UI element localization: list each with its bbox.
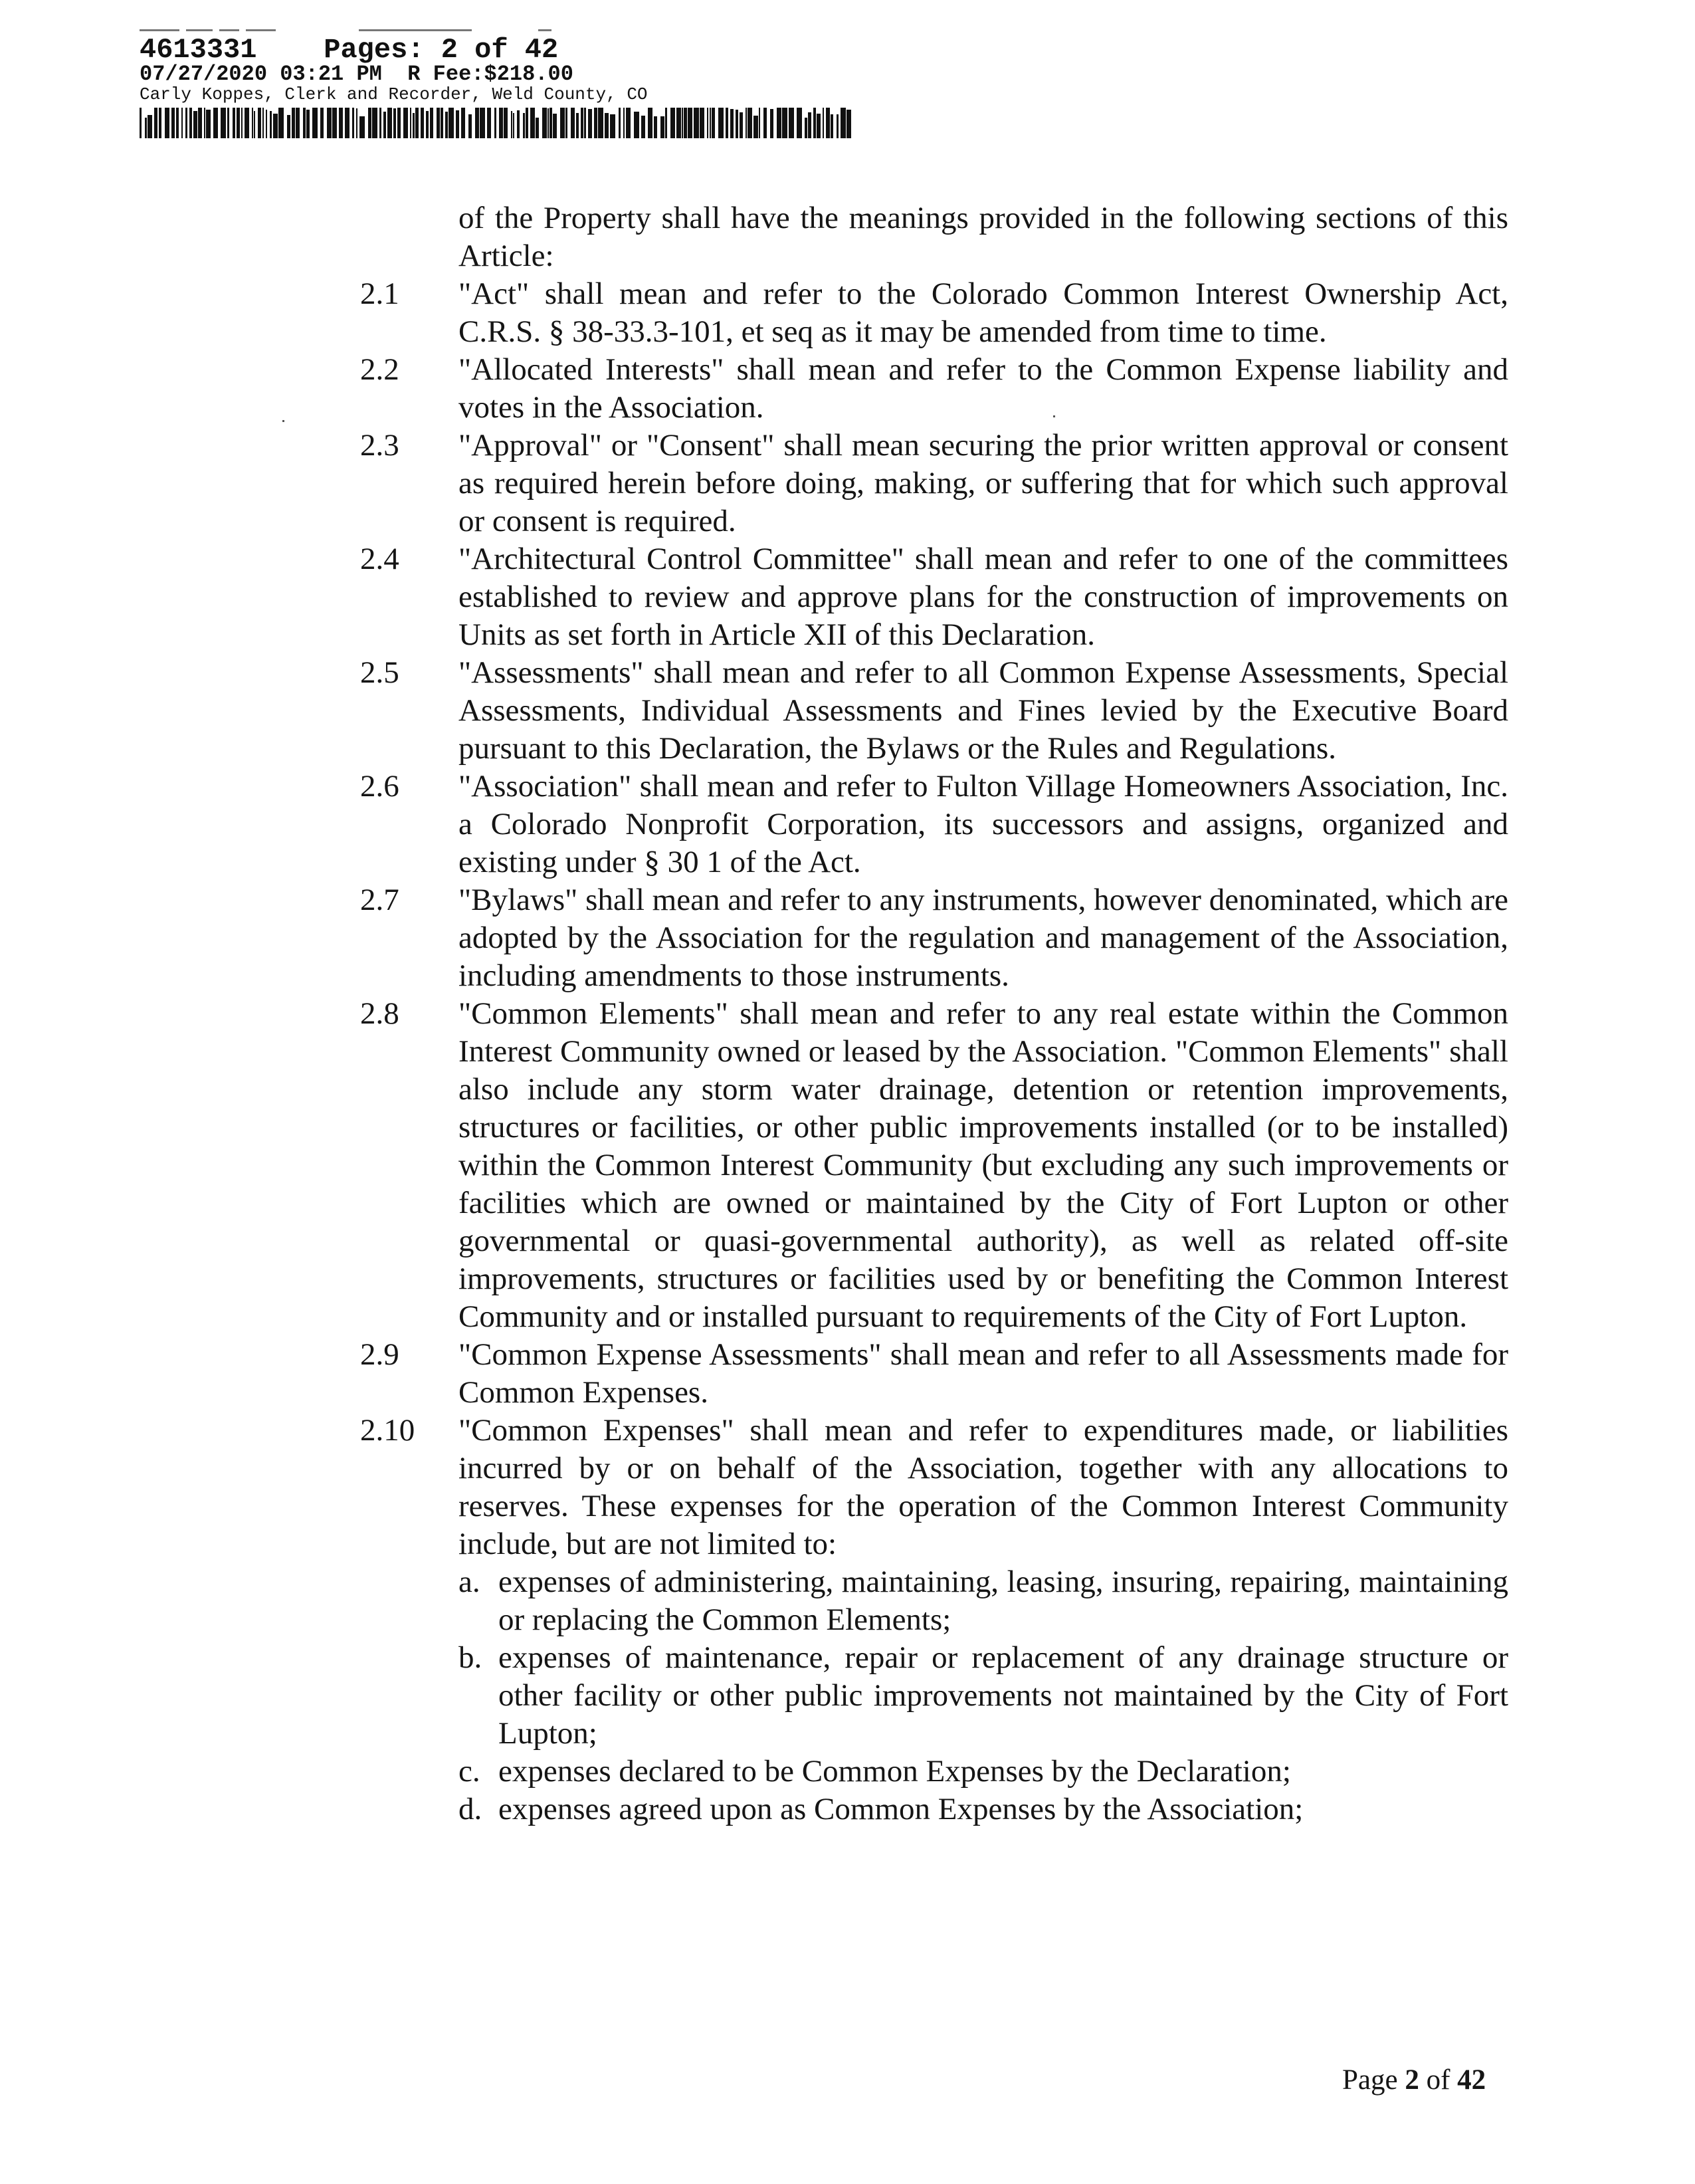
definition-number: 2.4 xyxy=(360,542,399,576)
barcode-bar xyxy=(270,111,272,138)
barcode-bar xyxy=(847,110,851,138)
definition-number: 2.2 xyxy=(360,352,399,387)
barcode-bar xyxy=(682,108,683,138)
barcode-bar xyxy=(352,108,354,138)
recording-stamp xyxy=(140,27,937,138)
barcode-bar xyxy=(494,108,496,138)
barcode-bar xyxy=(789,108,794,138)
barcode-bar xyxy=(241,108,243,138)
definition-text: "Common Elements" shall mean and refer to any real estate within the Common Interest Community owned or leased by the Association. "Common Elements" shall also include any storm water drainage, detention or retention improvements, structures or facilities, or other public improvements installed (or to be installed) within the Common Interest Community (but excluding any such improvements or facilities which are owned or maintained by the City of Fort Lupton or other governmental or quasi-governmental authority), as well as related off-site improvements, structures or facilities used by or benefiting the Common Interest Community and or installed pursuant to requirements of the City of Fort Lupton. xyxy=(458,996,1508,1334)
barcode-bar xyxy=(449,108,454,138)
barcode-bar xyxy=(480,108,485,138)
barcode-bar xyxy=(660,116,664,138)
barcode-bar xyxy=(221,108,226,138)
definition-text: "Architectural Control Committee" shall mean and refer to one of the committees established to review and approve plans for the construction of improvements on Units as set forth in Article XII of this Declaration. xyxy=(458,542,1508,652)
barcode-bar xyxy=(356,108,357,138)
definition-number: 2.6 xyxy=(360,769,399,804)
definition-item xyxy=(0,427,1508,540)
barcode-bar xyxy=(468,114,472,138)
definition-item xyxy=(0,540,1508,654)
definition-text: "Common Expenses" shall mean and refer to expenditures made, or liabilities incurred by or on behalf of the Association, together with any allocations to reserves. These expenses for the operation of the Common Interest Community include, but are not limited to: xyxy=(458,1413,1508,1561)
barcode-bar xyxy=(198,108,202,138)
barcode-bar xyxy=(415,108,419,138)
barcode-bar xyxy=(410,108,411,138)
subitem xyxy=(0,1639,1508,1753)
barcode-bar xyxy=(736,110,738,138)
barcode-bar xyxy=(287,115,290,138)
barcode-bar xyxy=(499,108,503,138)
barcode-bar xyxy=(312,108,318,138)
barcode-bar xyxy=(397,108,401,138)
barcode-bar xyxy=(553,114,557,138)
barcode-bar xyxy=(403,108,408,138)
barcode-bar xyxy=(278,108,284,138)
barcode-bar xyxy=(726,108,728,138)
barcode-bar xyxy=(359,116,365,138)
footer-of-word: of xyxy=(1426,2064,1450,2096)
barcode-bar xyxy=(748,108,752,138)
barcode-bar xyxy=(320,108,324,138)
barcode-bar xyxy=(548,108,549,138)
definition-text: "Bylaws" shall mean and refer to any instruments, however denominated, which are adopted by the Association for the regulation and management of the Association, including amendments to those instruments. xyxy=(458,883,1508,993)
footer-page-number: 2 xyxy=(1405,2064,1419,2096)
barcode-bar xyxy=(227,108,229,138)
definition-item xyxy=(0,275,1508,351)
barcode-bar xyxy=(676,108,681,138)
stamp-line-2 xyxy=(140,64,937,85)
barcode-bar xyxy=(245,108,249,138)
barcode-bar xyxy=(181,108,183,138)
barcode-bar xyxy=(759,108,760,138)
barcode-bar xyxy=(542,108,547,138)
definition-text: "Act" shall mean and refer to the Colorado Common Interest Ownership Act, C.R.S. § 38-33.3-101, et seq as it may be amended from time to time. xyxy=(458,276,1508,349)
barcode-bar xyxy=(565,108,567,138)
barcode-bar xyxy=(605,113,609,138)
recording-fee: R Fee:$218.00 xyxy=(407,62,573,86)
barcode-bar xyxy=(831,114,833,138)
barcode-bar xyxy=(511,111,512,138)
barcode-bar xyxy=(189,108,192,138)
definition-number: 2.8 xyxy=(360,996,399,1031)
subitem-text: expenses of maintenance, repair or replacement of any drainage structure or other facility or other public improvements not maintained by the City of Fort Lupton; xyxy=(498,1640,1508,1751)
barcode-bar xyxy=(393,108,396,138)
stamp-line-1 xyxy=(140,36,937,64)
barcode-bar xyxy=(413,113,415,138)
barcode-bar xyxy=(426,111,429,138)
barcode-bar xyxy=(441,108,443,138)
document-body xyxy=(0,199,1695,1828)
barcode-bar xyxy=(694,108,699,138)
barcode-bar xyxy=(332,108,337,138)
subitem xyxy=(0,1753,1508,1791)
intro-text: of the Property shall have the meanings provided in the following sections of this Article: xyxy=(458,201,1508,273)
subitem-text: expenses declared to be Common Expenses by the Declaration; xyxy=(498,1754,1291,1789)
barcode-bar xyxy=(770,109,773,138)
barcode-bar xyxy=(808,112,811,138)
barcode-bar xyxy=(430,108,433,138)
barcode-bar xyxy=(204,108,205,138)
barcode-bar xyxy=(145,118,147,138)
barcode-bar xyxy=(523,113,525,138)
barcode-bar xyxy=(654,116,657,138)
stamp-scan-noise xyxy=(140,27,937,36)
barcode-bar xyxy=(530,108,535,138)
barcode-bar xyxy=(753,116,758,138)
definition-number: 2.7 xyxy=(360,883,399,917)
barcode-bar xyxy=(730,109,734,138)
definition-text: "Approval" or "Consent" shall mean securing the prior written approval or consent as required herein before doing, making, or suffering that for which such approval or consent is required. xyxy=(458,428,1508,538)
barcode-bar xyxy=(262,108,264,138)
barcode-bar xyxy=(571,108,575,138)
barcode-bar xyxy=(461,108,465,138)
barcode-bar xyxy=(746,108,747,138)
barcode-bar xyxy=(176,108,179,138)
barcode-bar xyxy=(797,108,802,138)
barcode-bar xyxy=(487,108,491,138)
reception-number: 4613331 xyxy=(140,34,257,66)
barcode-bar xyxy=(266,110,267,138)
barcode-bar xyxy=(841,108,846,138)
barcode-bar xyxy=(383,112,386,138)
scan-speck xyxy=(1053,415,1055,417)
barcode-bar xyxy=(665,108,667,138)
barcode-bar xyxy=(185,108,187,138)
definition-text: "Common Expense Assessments" shall mean and refer to all Assessments made for Common Expenses. xyxy=(458,1337,1508,1410)
barcode-bar xyxy=(171,108,175,138)
barcode-bar xyxy=(826,108,830,138)
definition-item xyxy=(0,1412,1508,1563)
barcode-bar xyxy=(626,108,631,138)
barcode-bar xyxy=(688,108,692,138)
barcode-bar xyxy=(339,108,343,138)
definition-item xyxy=(0,881,1508,995)
definition-number: 2.9 xyxy=(360,1337,399,1372)
subitem-label: a. xyxy=(458,1565,480,1599)
barcode-bar xyxy=(782,108,787,138)
definition-text: "Assessments" shall mean and refer to all Common Expense Assessments, Special Assessments, Individual Assessments and Fines levied by the Executive Board pursuant to this Declaration, the Bylaws or the Rules and Regulations. xyxy=(458,655,1508,766)
subitem xyxy=(0,1791,1508,1828)
barcode-bar xyxy=(206,110,211,138)
barcode-bar xyxy=(292,108,295,138)
barcode-bar xyxy=(823,108,824,138)
barcode-bar xyxy=(296,108,300,138)
barcode-bar xyxy=(763,108,767,138)
barcode-bar xyxy=(777,108,781,138)
subitem-body xyxy=(458,1753,1508,1791)
barcode-bar xyxy=(372,108,377,138)
barcode-bar xyxy=(712,108,715,138)
definitions-list xyxy=(0,275,1695,1563)
barcode-bar xyxy=(165,108,169,138)
intro-paragraph xyxy=(0,199,1508,275)
barcode-bar xyxy=(598,108,603,138)
barcode-bar xyxy=(526,108,528,138)
subitem-body xyxy=(458,1563,1508,1639)
scan-speck xyxy=(282,420,284,422)
barcode-bar xyxy=(710,108,711,138)
barcode-bar xyxy=(456,110,459,138)
definition-item xyxy=(0,768,1508,881)
barcode-bar xyxy=(549,108,552,138)
definition-item xyxy=(0,995,1508,1336)
barcode-bar xyxy=(584,108,586,138)
subitem-label: c. xyxy=(458,1754,480,1789)
barcode-bar xyxy=(254,111,255,138)
barcode-bar xyxy=(623,108,625,138)
barcode-bar xyxy=(670,108,675,138)
barcode-bar xyxy=(517,110,520,138)
barcode-bar xyxy=(345,108,349,138)
subitem-text: expenses agreed upon as Common Expenses by the Association; xyxy=(498,1792,1304,1826)
barcode-bar xyxy=(303,108,306,138)
barcode-bar xyxy=(641,116,645,138)
barcode-bar xyxy=(504,108,508,138)
subitem-body xyxy=(458,1791,1508,1828)
barcode-bar xyxy=(437,108,440,138)
definition-item xyxy=(0,1336,1508,1412)
definition-number: 2.1 xyxy=(360,276,399,311)
definition-text: "Association" shall mean and refer to Fulton Village Homeowners Association, Inc. a Colorado Nonprofit Corporation, its successors and assigns, organized and existing under § 30 1 of the Act. xyxy=(458,769,1508,879)
barcode-image xyxy=(140,108,857,138)
barcode-bar xyxy=(718,108,724,138)
subitems-list xyxy=(0,1563,1695,1828)
subitem-body xyxy=(458,1639,1508,1753)
barcode-bar xyxy=(213,108,218,138)
barcode-bar xyxy=(368,108,371,138)
barcode-bar xyxy=(707,108,708,138)
barcode-bar xyxy=(594,108,597,138)
definition-item xyxy=(0,351,1508,427)
barcode-bar xyxy=(445,112,448,138)
stamp-line-3: Carly Koppes, Clerk and Recorder, Weld County, CO xyxy=(140,84,648,104)
definition-number: 2.3 xyxy=(360,428,399,463)
footer-page-word: Page xyxy=(1342,2064,1398,2096)
barcode-bar xyxy=(148,115,152,138)
barcode-bar xyxy=(387,108,392,138)
subitem xyxy=(0,1563,1508,1639)
subitem-label: d. xyxy=(458,1792,482,1826)
subitem-text: expenses of administering, maintaining, leasing, insuring, repairing, maintaining or replacing the Common Elements; xyxy=(498,1565,1508,1637)
barcode-bar xyxy=(837,114,839,138)
definition-text: "Allocated Interests" shall mean and refer to the Common Expense liability and votes in the Association. xyxy=(458,352,1508,425)
barcode-bar xyxy=(154,108,157,138)
barcode-bar xyxy=(813,108,816,138)
barcode-bar xyxy=(193,111,197,138)
barcode-bar xyxy=(588,109,592,138)
barcode-bar xyxy=(700,108,704,138)
definition-number: 2.10 xyxy=(360,1413,415,1448)
barcode-bar xyxy=(252,108,253,138)
barcode-bar xyxy=(805,118,807,138)
barcode-bar xyxy=(306,110,310,138)
barcode-bar xyxy=(817,114,821,138)
definition-number: 2.5 xyxy=(360,655,399,690)
barcode-bar xyxy=(273,114,278,138)
pages-label: Pages: xyxy=(324,34,425,66)
recorded-datetime: 07/27/2020 03:21 PM xyxy=(140,62,382,86)
barcode-bar xyxy=(576,113,579,138)
subitem-label: b. xyxy=(458,1640,482,1675)
barcode-bar xyxy=(619,108,621,138)
barcode-bar xyxy=(237,108,240,138)
pages-value: 2 of 42 xyxy=(441,34,559,66)
barcode-bar xyxy=(258,108,261,138)
barcode-bar xyxy=(610,114,615,138)
barcode-bar xyxy=(648,108,652,138)
barcode-bar xyxy=(684,108,687,138)
barcode-bar xyxy=(140,108,142,138)
barcode-bar xyxy=(634,112,639,138)
barcode-bar xyxy=(421,108,424,138)
barcode-bar xyxy=(475,108,479,138)
barcode-bar xyxy=(233,108,235,138)
barcode-bar xyxy=(513,113,514,138)
page-footer xyxy=(1342,2064,1486,2096)
barcode-bar xyxy=(379,108,381,138)
barcode-bar xyxy=(159,108,161,138)
barcode-bar xyxy=(560,108,565,138)
barcode-bar xyxy=(740,112,743,138)
barcode-bar xyxy=(327,108,332,138)
barcode-bar xyxy=(536,118,539,138)
barcode-bar xyxy=(581,108,583,138)
definition-item xyxy=(0,654,1508,768)
footer-page-total: 42 xyxy=(1457,2064,1486,2096)
